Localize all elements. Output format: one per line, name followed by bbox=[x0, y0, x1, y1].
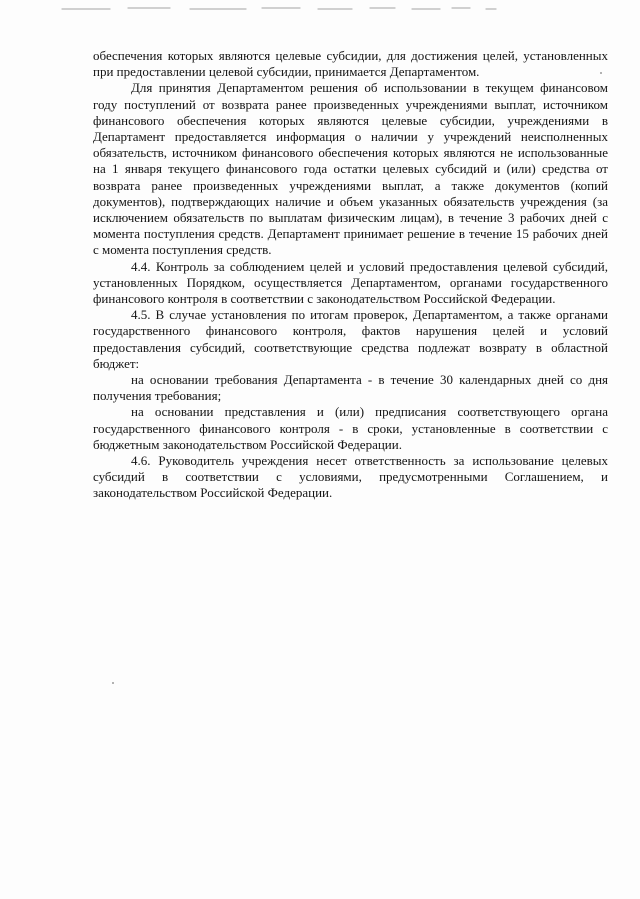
document-body bbox=[93, 48, 608, 502]
paragraph-continuation: обеспечения которых являются целевые субсидии, для достижения целей, установленных при предоставлении целевой субсидии, принимается Департаментом. bbox=[93, 48, 608, 80]
paragraph-4-6-responsibility: 4.6. Руководитель учреждения несет ответственность за использование целевых субсидий в соответствии с условиями, предусмотренными Соглашением, и законодательством Российской Федерации. bbox=[93, 453, 608, 501]
paragraph-4-4-control: 4.4. Контроль за соблюдением целей и условий предоставления целевой субсидий, установленных Порядком, осуществляется Департаментом, органами государственного финансового контроля в соответствии с законодательством Российской Федерации. bbox=[93, 258, 608, 307]
paragraph-4-5-violations: 4.5. В случае установления по итогам проверок, Департаментом, а также органами государственного финансового контроля, фактов нарушения целей и условий предоставления субсидий, соответствующие средства подлежат возврату в областной бюджет: bbox=[93, 307, 608, 371]
scan-edge-marks bbox=[0, 0, 640, 20]
paragraph-return-by-order: на основании представления и (или) предписания соответствующего органа государственного финансового контроля - в сроки, установленные в соответствии с бюджетным законодательством Российской Федерации. bbox=[93, 404, 608, 452]
paragraph-decision-on-refunds: Для принятия Департаментом решения об использовании в текущем финансовом году поступлений от возврата ранее произведенных учреждениями выплат, источником финансового обеспечения которых являются целевые субсидии, учреждениями в Департамент предоставляется информация о наличии у учреждений неисполненных обязательств, источником финансового обеспечения которых являются не использованные на 1 января текущего финансового года остатки целевых субсидий и (или) средства от возврата ранее произведенных учреждениями выплат, а также документов (копий документов), подтверждающих наличие и объем указанных обязательств учреждения (за исключением обязательств по выплатам физическим лицам), в течение 3 рабочих дней с момента поступления средств. Департамент принимает решение в течение 15 рабочих дней с момента поступления средств. bbox=[93, 80, 608, 258]
scan-speck bbox=[112, 682, 114, 684]
paragraph-return-by-requirement: на основании требования Департамента - в течение 30 календарных дней со дня получения требования; bbox=[93, 372, 608, 404]
